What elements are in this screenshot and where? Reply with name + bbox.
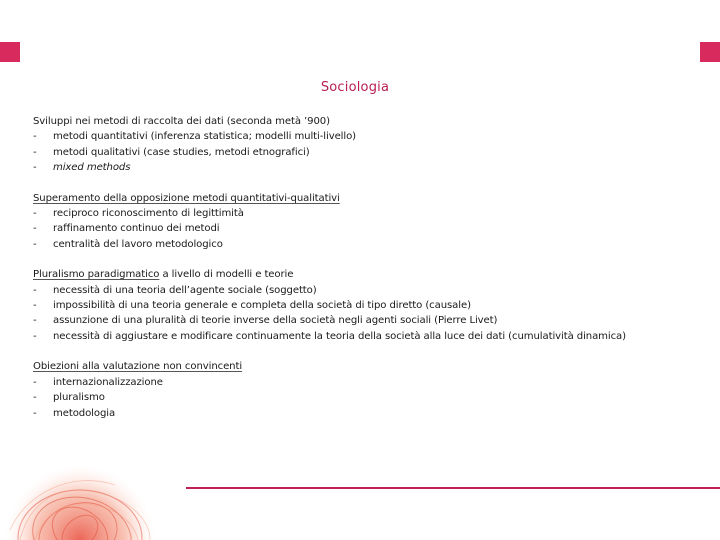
- section-heading: [33, 267, 693, 282]
- bullet-dash: -: [33, 208, 37, 220]
- list-item-text: reciproco riconoscimento di legittimità: [53, 208, 244, 220]
- section-heading-underlined: Pluralismo paradigmatico: [33, 269, 160, 281]
- list-item: [33, 206, 693, 221]
- bullet-dash: -: [33, 223, 37, 235]
- bullet-dash: -: [33, 315, 37, 327]
- bullet-dash: -: [33, 392, 37, 404]
- list-item-text: metodi qualitativi (case studies, metodi etnografici): [53, 146, 310, 158]
- bullet-dash: -: [33, 284, 37, 296]
- bullet-dash: -: [33, 407, 37, 419]
- list-item: [33, 298, 693, 313]
- list-item-text: metodologia: [53, 407, 116, 419]
- red-swirl-decoration-icon: [0, 400, 200, 540]
- list-item: [33, 160, 693, 175]
- list-item: [33, 283, 693, 298]
- list-item: [33, 313, 693, 328]
- corner-square-left-icon: [0, 42, 20, 62]
- slide-body: [33, 114, 693, 421]
- section-heading: [33, 114, 693, 129]
- list-item: [33, 375, 693, 390]
- list-item-text: metodi quantitativi (inferenza statistica; modelli multi-livello): [53, 131, 356, 143]
- list-item-text: internazionalizzazione: [53, 376, 163, 388]
- section-paradigmatic-pluralism: [33, 267, 693, 344]
- list-item-text: assunzione di una pluralità di teorie inverse della società negli agenti sociali (Pierre Livet): [53, 315, 498, 327]
- bullet-dash: -: [33, 330, 37, 342]
- list-item: [33, 145, 693, 160]
- list-item: [33, 221, 693, 236]
- section-heading: [33, 191, 693, 206]
- footer-divider-line: [186, 487, 720, 489]
- list-item-text: raffinamento continuo dei metodi: [53, 223, 220, 235]
- bullet-dash: -: [33, 146, 37, 158]
- list-item-text: mixed methods: [53, 162, 131, 174]
- section-heading-text: a livello di modelli e teorie: [159, 269, 294, 281]
- list-item: [33, 129, 693, 144]
- corner-square-right-icon: [700, 42, 720, 62]
- bullet-dash: -: [33, 238, 37, 250]
- list-item: [33, 329, 693, 344]
- list-item: [33, 237, 693, 252]
- bullet-dash: -: [33, 162, 37, 174]
- list-item-text: impossibilità di una teoria generale e completa della società di tipo diretto (causale): [53, 300, 471, 312]
- bullet-dash: -: [33, 300, 37, 312]
- bullet-dash: -: [33, 376, 37, 388]
- slide-title: Sociologia: [320, 80, 390, 95]
- section-heading-underlined: Superamento della opposizione metodi quantitativi-qualitativi: [33, 192, 340, 204]
- list-item-text: pluralismo: [53, 392, 105, 404]
- list-item-text: necessità di una teoria dell’agente sociale (soggetto): [53, 284, 317, 296]
- section-data-collection: [33, 114, 693, 176]
- section-heading: [33, 359, 693, 374]
- section-overcoming-opposition: [33, 191, 693, 253]
- bullet-dash: -: [33, 131, 37, 143]
- list-item-text: centralità del lavoro metodologico: [53, 238, 223, 250]
- list-item-text: necessità di aggiustare e modificare continuamente la teoria della società alla luce dei dati (cumulatività dinamica): [53, 330, 626, 342]
- section-heading-underlined: Obiezioni alla valutazione non convincenti: [33, 361, 243, 373]
- section-heading-text: Sviluppi nei metodi di raccolta dei dati (seconda metà ’900): [33, 116, 330, 127]
